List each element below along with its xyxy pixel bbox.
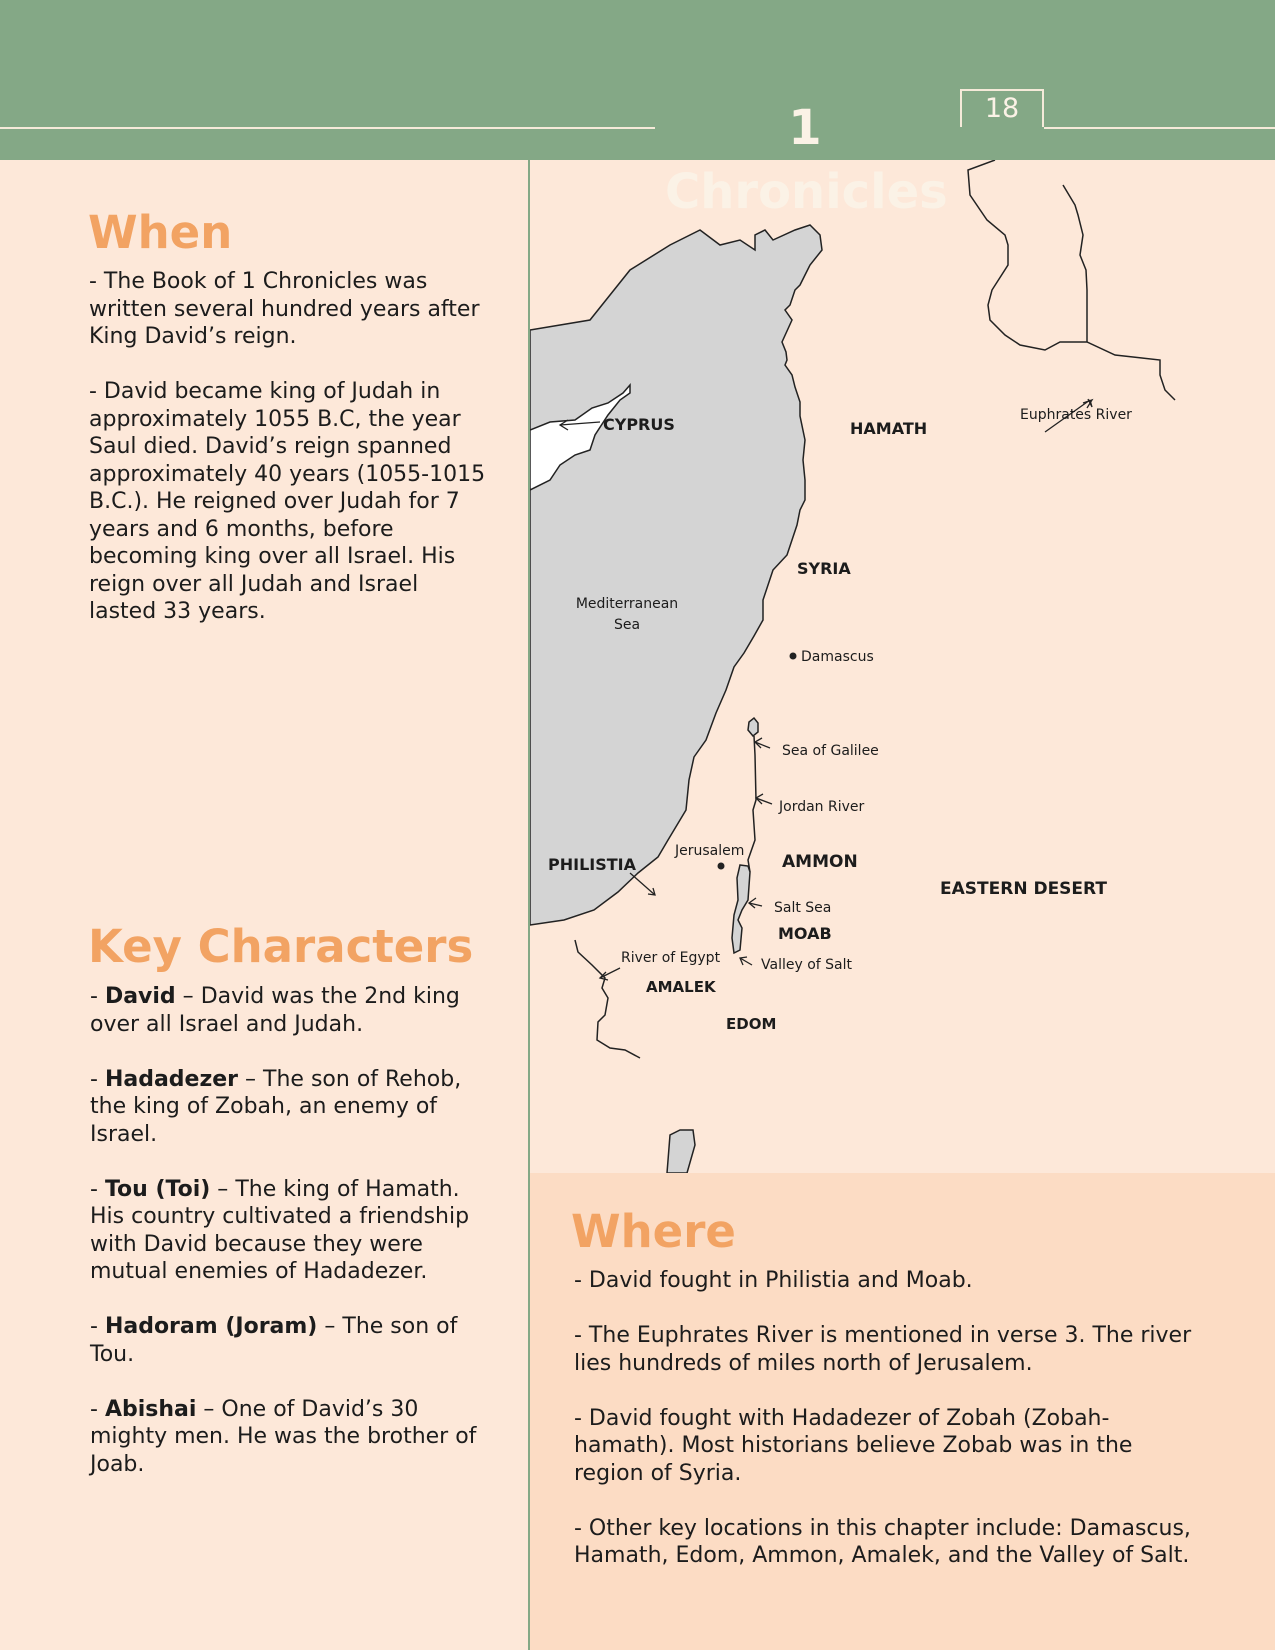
where-paragraph: - The Euphrates River is mentioned in verse 3. The river lies hundreds of miles north of Jerusalem.: [574, 1323, 1192, 1376]
small-sea-shape: [667, 1130, 695, 1173]
character-item: - Hadoram (Joram) – The son of Tou.: [90, 1314, 458, 1367]
character-name: Hadadezer: [104, 1066, 239, 1092]
where-heading: Where: [571, 1205, 736, 1258]
jerusalem-dot: [718, 863, 725, 870]
character-item: - Hadadezer – The son of Rehob, the king of Zobah, an enemy of Israel.: [90, 1066, 462, 1147]
when-heading: When: [88, 206, 233, 259]
page-number: 18: [960, 89, 1044, 127]
when-paragraph: - The Book of 1 Chronicles was written several hundred years after King David’s reign.: [89, 269, 480, 349]
header-rule-left: [0, 127, 655, 129]
character-name: Hadoram (Joram): [104, 1314, 318, 1339]
map-label-jerusalem: Jerusalem: [675, 843, 745, 859]
damascus-dot: [790, 653, 797, 660]
map-label-eastern-desert: EASTERN DESERT: [940, 879, 1107, 899]
header-band: [0, 0, 1275, 160]
river-north-shape: [968, 160, 1175, 400]
book-title: 1 Chronicles: [665, 100, 948, 220]
map-label-salt-sea: Salt Sea: [774, 900, 832, 916]
character-sep: –: [210, 1176, 236, 1202]
where-body: [574, 1267, 1204, 1570]
character-name: Abishai: [104, 1396, 197, 1422]
character-item: - Abishai – One of David’s 30 mighty men. He was the brother of Joab.: [90, 1396, 477, 1477]
character-sep: –: [317, 1314, 343, 1339]
character-desc: David was the 2nd king over all Israel and Judah.: [90, 984, 460, 1037]
character-item: - Tou (Toi) – The king of Hamath. His country cultivated a friendship with David because they were mutual enemies of Hadadezer.: [90, 1176, 470, 1284]
map-label-hamath: HAMATH: [850, 419, 928, 438]
header-rule-right: [1044, 127, 1275, 129]
map-label-damascus: Damascus: [801, 649, 874, 665]
map-label-euphrates: Euphrates River: [1020, 407, 1132, 423]
euphrates-river-shape: [1063, 185, 1087, 342]
map-label-river-egypt: River of Egypt: [621, 950, 721, 966]
map-label-jordan: Jordan River: [779, 799, 865, 815]
character-item: - David – David was the 2nd king over all Israel and Judah.: [90, 984, 460, 1037]
character-name: David: [104, 984, 176, 1009]
jordan-river-shape: [748, 736, 756, 872]
character-desc: One of David’s 30 mighty men. He was the brother of Joab.: [90, 1396, 477, 1477]
map-label-amalek: AMALEK: [646, 978, 716, 996]
map-label-syria: SYRIA: [797, 559, 851, 578]
where-paragraph: - David fought with Hadadezer of Zobah (Zobah-hamath). Most historians believe Zobab was in the region of Syria.: [574, 1405, 1133, 1486]
when-paragraph: - David became king of Judah in approximately 1055 B.C, the year Saul died. David’s reign spanned approximately 40 years (1055-1015 B.C.). He reigned over Judah for 7 years and 6 months, before becoming king over all Israel. His reign over all Judah and Israel lasted 33 years.: [89, 379, 486, 624]
when-body: [89, 268, 489, 626]
character-name: Tou (Toi): [104, 1176, 211, 1202]
character-sep: –: [196, 1396, 222, 1422]
map-label-cyprus: CYPRUS: [603, 415, 675, 434]
map-label-sea: Sea: [613, 617, 641, 633]
map-label-philistia: PHILISTIA: [548, 855, 636, 874]
key-characters-list: [90, 983, 490, 1478]
map-label-mediterranean: Mediterranean: [575, 596, 679, 612]
where-paragraph: - Other key locations in this chapter include: Damascus, Hamath, Edom, Ammon, Amalek, and the Valley of Salt.: [574, 1515, 1191, 1568]
character-desc: The son of Rehob, the king of Zobah, an enemy of Israel.: [90, 1066, 462, 1147]
sea-of-galilee-shape: [748, 718, 758, 736]
where-paragraph: - David fought in Philistia and Moab.: [574, 1268, 973, 1293]
map: [530, 160, 1275, 1173]
character-sep: –: [238, 1066, 264, 1092]
map-label-galilee: Sea of Galilee: [782, 743, 879, 759]
map-label-edom: EDOM: [726, 1015, 777, 1033]
character-desc: The king of Hamath. His country cultivated a friendship with David because they were mutual enemies of Hadadezer.: [90, 1176, 470, 1284]
character-desc: The son of Tou.: [90, 1314, 458, 1367]
map-label-ammon: AMMON: [782, 852, 858, 872]
mediterranean-sea-shape: [530, 225, 822, 925]
salt-sea-shape: [732, 865, 750, 953]
map-label-moab: MOAB: [778, 924, 832, 943]
map-label-valley-salt: Valley of Salt: [761, 957, 852, 973]
character-sep: –: [175, 984, 201, 1009]
key-characters-heading: Key Characters: [88, 920, 474, 973]
